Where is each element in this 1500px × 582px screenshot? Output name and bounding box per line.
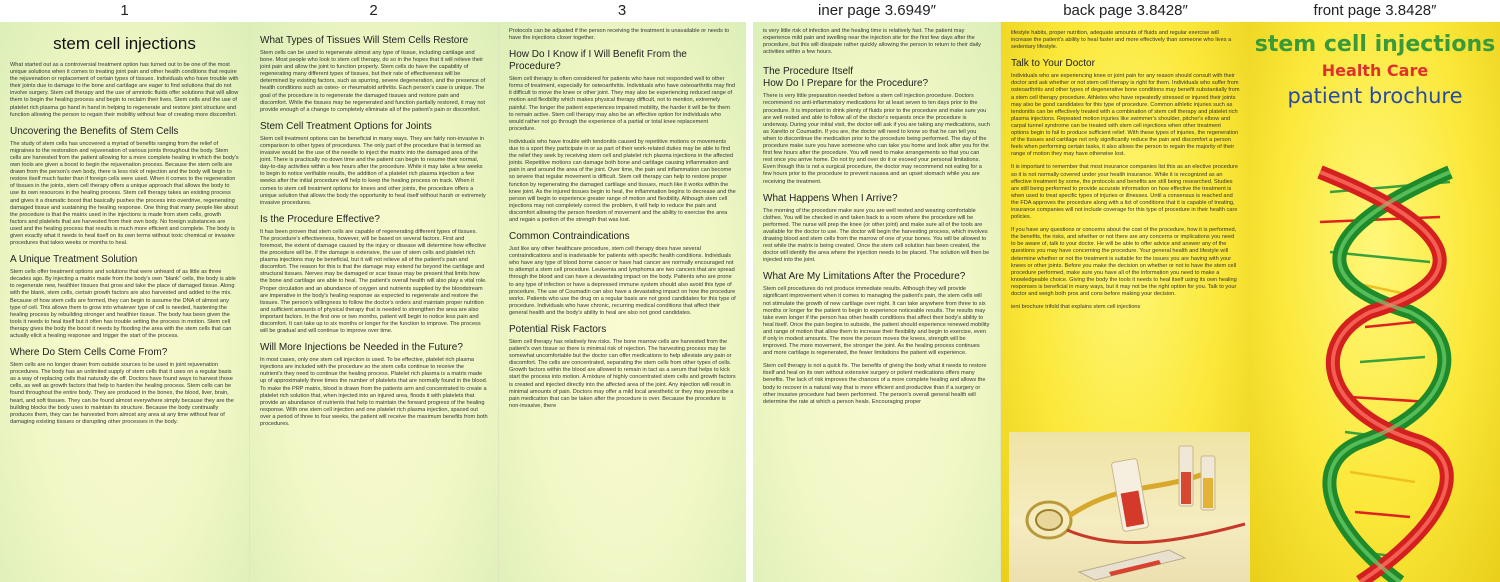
adjust-paragraph: Protocols can be adjusted if the person receiving the treatment is unavailable or needs to have the injections closer together. bbox=[509, 28, 730, 42]
heading-arrive: What Happens When I Arrive? bbox=[763, 192, 898, 204]
panel-front bbox=[1250, 22, 1500, 582]
benefits-paragraph: The study of stem cells has uncovered a myriad of benefits ranging from the relief of migraines to the restoration and rejuvenation of various joints throughout the body. Stem cells are harvested from the patient allowing for a more complete healing in which the body's own tools are given a boost to begin the rejuvenation process. Because the stem cells are drawn from the person's own body, there is less risk of rejection and the body will begin to restore itself much faster than if foreign cells were used. When it comes to the regeneration of tissues in the joints, stem cell therapy offers a unique approach that allows the body to use its own resources in the healing process. Stem cell therapy takes an existing process and gives it a dramatic boost that basically pushes the process into overdrive, regenerating damaged tissue and sustaining the healing response. One thing that many people like about the procedure is that the matrix used in the injections is made from stem cells, growth factors and platelets that are harvested from their own body. No foreign substances are used and the healing process that results is much more efficient and complete. The body is given exactly what it needs to heal itself on its own terms without toxic chemical or invasive procedures that takes weeks or months to heal. bbox=[10, 140, 239, 247]
heading-unique: A Unique Treatment Solution bbox=[10, 254, 138, 266]
prepare-paragraph: There is very little preparation needed before a stem cell injection procedure. Doctors recommend no anti-inflammatory medications for at least seven to ten days prior to the procedure. It is important to drink plenty of fluids prior to the procedure and make sure you are well rested and able to follow all of the doctor's requests once the procedure is underway. During your initial visit, the doctor will ask if you are taking any medications, such as Xarelto or Coumadin. If you are, the doctor will need to know so that he can tell you when to discontinue the medication prior to the procedure being performed. The day of the procedure make sure you have someone who can take you home and look after you for the first few hours after the procedure. You will need to make arrangements so that you can rest once you arrive home. Do not try and over do it or exceed your personal limitations. Even though this is not a surgical procedure, the doctor may recommend not eating for a few hours prior to the procedure to prevent nausea and an upset stomach while you are receiving the treatment. bbox=[763, 93, 990, 185]
heading-more-injections: Will More Injections be Needed in the Future? bbox=[260, 342, 463, 354]
dna-helix-illustration bbox=[1250, 162, 1500, 582]
contraindications-paragraph: Just like any other healthcare procedure, stem cell therapy does have several contraindications and is inadvisable for patients with specific health conditions. Individuals who have any type of blood borne cancer or have had cancer are normally encouraged not to attempt a stem cell procedure. Leukemia and lymphoma are two cancers that are spread through the blood and can have a devastating impact on the body. Patients who are prone to any type of infection or have a depressed immune system should also avoid this type of procedure. The use of Coumadin can also have a devastating impact on how the procedure works. Patients who use the drug on a regular basis are not good candidates for this type of procedure. Individuals who have chronic, recurring medical conditions that affect their general health and the body's ability to heal are also not good candidates. bbox=[509, 246, 736, 316]
panel-3 bbox=[498, 22, 746, 582]
page-label-2: 2 bbox=[249, 0, 498, 22]
panel-back bbox=[1001, 22, 1250, 582]
heading-talk-doctor: Talk to Your Doctor bbox=[1011, 58, 1095, 70]
intro-paragraph: What started out as a controversial treatment option has turned out to be one of the most unique solutions when it comes to treating joint pain and other health conditions that require the rejuvenation or replacement of certain types of tissues. Individuals who have trouble with their joints due to damage to the bone and cartilage are eager to find solutions that do not involve surgery. Stem cell therapy and the use of amniotic fluids offer solutions that will allow them to begin the healing process and begin to reclaim their lives. Stem cells and the use of platelet rich plasma go hand in hand in helping to regenerate and restore joint structure and function allowing the person to regain their mobility without fear of creating more discomfort. bbox=[10, 62, 239, 118]
insurance-paragraph: It is important to remember that most insurance companies list this as an elective procedure so it is not normally covered under your health insurance. While it is recognized as an effective treatment by some, the protocols and benefits are still being researched. Studies are still being performed to provide accurate information on how effective the treatment is when used to treat specific types of injuries or illnesses. Until a consensus is reached and the FDA approves the procedure along with a list of conditions that it is capable of treating, insurance companies will not include coverage for this type of procedure in their health care policies. bbox=[1011, 164, 1238, 221]
medical-equipment-photo bbox=[1009, 432, 1250, 582]
back-cont-paragraph: lifestyle habits, proper nutrition, adequate amounts of fluids and regular exercise will increase the patient's ability to heal faster and more effectively than someone who lives a sedentary lifestyle. bbox=[1011, 30, 1232, 51]
heading-benefits: Uncovering the Benefits of Stem Cells bbox=[10, 125, 179, 137]
page-label-front: front page 3.8428″ bbox=[1250, 0, 1500, 22]
heading-limitations: What Are My Limitations After the Procedure? bbox=[763, 271, 966, 283]
page-label-1: 1 bbox=[0, 0, 249, 22]
page-label-back: back page 3.8428″ bbox=[1001, 0, 1250, 22]
more-injections-paragraph: In most cases, only one stem cell injection is used. To be effective, platelet rich plasma injections are included with the procedure so the stem cells continue to receive the nutrient's they need to continue the healing process. Platelet rich plasma is a matrix made up of approximately three times the number of platelets that are normally found in the blood. To make the PRP matrix, blood is drawn from the patients arm and concentrated to create a platelet rich solution that, when injected into an injured area, floods it with platelets that provide an abundance of nutrients that help to maintain the forward progress of the healing response. With one stem cell injection and one platelet rich plasma injection, spaced out over a period of three to four weeks, the patient will receive the maximum benefits from both procedures. bbox=[260, 357, 488, 428]
limitations-paragraph: Stem cell procedures do not produce immediate results. Although they will provide significant improvement when it comes to managing the patient's pain, the stem cells will not stimulate the growth of new cartilage over night. It can take anywhere from three to six months or longer for the patient to begin to experience noticeable results. The results may take even longer if the person has other health conditions that affect their body's ability to heal itself. Once the pain begins to subside, the patient should experience renewed mobility and range of motion that allow them to increase their flexibility and begin to exercise, even if only in modest amounts. The more the person moves the knees, strength will be improved. The more movement, the stronger the joint. As the healing process continues and more cartilage is regenerated, the fewer limitations the patient will experience. bbox=[763, 286, 990, 357]
unique-paragraph: Stem cells offer treatment options and solutions that were unheard of as little as three decades ago. By injecting a matrix made from the body's own “blank” cells, the body is able to regenerate new, healthier tissues that grow and take the place of damaged tissue. Along with the blank, stem cells, certain growth factors are also harvested and added to the mix. Because of how stem cells are formed, they can begin to assume the DNA of almost any type of cell. This allows them to grow into whatever type of cell is needed, hastening the healing process by rebuilding stronger and healthier tissue. The body has been given the tools it needs to heal itself but it often has trouble setting the process in motion. Stem cell therapy gives the body the boost it needs by flooding the area with the stem cells that can actually elicit a healing response and trigger the start of the process. bbox=[10, 269, 236, 339]
tissues-paragraph: Stem cells can be used to regenerate almost any type of tissue, including cartilage and bone. Most people who look to stem cell therapy, do so in the hopes that it will relieve their joint pain and allow the joint to function properly. Stem cells do have the capability of regenerating many different types of tissues, but their rate of effectiveness will be determined by existing factors, such as spurring, severe degeneration, and the presence of health conditions such as osteo- or rheumatoid arthritis. Each person's case is unique. The goal of the procedure is to regenerate the damaged tissues and restore pain and discomfort. While the tissues may be regenerated and function partially restored, it may not provide enough of a change to completely eliminate all of the patient's pain or discomfort. bbox=[260, 50, 486, 113]
options-paragraph: Stem cell treatment options can be beneficial in many ways. They are fairly non-invasive in comparison to other types of procedures. The only part of the procedure that is termed as invasive would be the use of the needle to inject the matrix into the damaged area of the joint. There is practically no down time and the patient can begin to resume their normal, day-to-day activities within a few hours after the procedure. While it may take a few weeks to begin to notice verifiable results, the addition of a platelet rich plasma injection a few weeks after the initial procedure will help to keep the healing process on track. When it comes to stem cell treatment options for knees and other joints, the procedure offers a unique solution that allows the body the opportunity to heal itself without harsh or extremely invasive procedures. bbox=[260, 135, 486, 206]
front-title-brochure: patient brochure bbox=[1287, 84, 1463, 108]
quick-fix-paragraph: Stem cell therapy is not a quick fix. The benefits of giving the body what it needs to restore itself and heal on its own without extensive surgery or potent medications offers many benefits. The lack of risk improves the chances of a more complete healing and allows the body to recover in a natural way that is more efficient and productive than if a surgery or other invasive procedure had been performed. The person's overall general health will determine the rate at which a person heals. Encouraging proper bbox=[763, 363, 987, 405]
heading-risk: Potential Risk Factors bbox=[509, 324, 607, 335]
heading-where: Where Do Stem Cells Come From? bbox=[10, 347, 168, 359]
heading-effective: Is the Procedure Effective? bbox=[260, 213, 380, 225]
image-caption: ient brochure trifold that explains stem cell injections bbox=[1011, 304, 1141, 311]
heading-prepare: How Do I Prepare for the Procedure? bbox=[763, 78, 929, 90]
heading-options: Stem Cell Treatment Options for Joints bbox=[260, 120, 432, 132]
heading-tissues: What Types of Tissues Will Stem Cells Restore bbox=[260, 35, 469, 46]
arrive-paragraph: The morning of the procedure make sure you are well rested and wearing comfortable clothes. You will be checked in and taken back to a room where the procedure will be performed. The nurse will prep the knee (or other joint) and make sure all of the tools are available for the doctor to use. The doctor will begin the harvesting process, which involves drawing blood and stem cells from the marrow of one of your bones. You will be allowed to rest while the matrix is being created. Once the stem cell solution has been created, the doctor will identify the area where the injection needs to be placed. The solution will then be injected into the joint. bbox=[763, 207, 990, 264]
where-paragraph: Stem cells are no longer drawn from outside sources to be used in joint rejuvenation procedures. The body has an unlimited supply of stem cells that it uses on a regular basis as a way of replacing cells that naturally die off. Doctors have found ways to harvest those cells, as well as growth factors that help to harden the healing process. Stem cells can be found throughout the entire body. They are produced in the bones, the blood, liver, brain, heart, and soft tissues. They can be found almost everywhere simply because they are the building blocks the body uses to maintain its structure. Because the body continually produces them, they can be harvested from almost any area at any time without fear of damaging existing tissues or disrupting other processes in the body. bbox=[10, 362, 234, 425]
inside-sheet bbox=[0, 0, 746, 582]
panel-inner bbox=[753, 22, 1001, 582]
front-title-main: stem cell injections bbox=[1254, 32, 1496, 57]
panel-1-title: stem cell injections bbox=[53, 34, 196, 53]
sports-paragraph: Individuals who have trouble with tendonitis caused by repetitive motions or movements due to a sport they participate in or as part of their work-related duties may be able to find the relief they seek by receiving stem cell and platelet rich plasma injections in the affected joints. Repetitive motions can damage both bone and cartilage causing inflammation and pain in and around the area of the joint. Over time, the pain and inflammation can become so severe that regular movement is difficult. Stem cell therapy can help to restore proper function by regenerating the damaged cartilage and tissues, much like it works within the knee joint. As the injured tissues begin to heal, the inflammation begins to decrease and the person will begin to experience greater range of motion and flexibility. Although stem cell injections may not completely correct the problem, it will help to reduce the pain and discomfort allowing the person freedom of movement and the ability to exercise the area and regain a portion of the strength that was lost. bbox=[509, 138, 736, 223]
heading-know: How Do I Know if I Will Benefit From the Procedure? bbox=[509, 49, 687, 73]
heading-procedure-itself: The Procedure Itself bbox=[763, 66, 854, 78]
effective-paragraph: It has been proven that stem cells are capable of regenerating different types of tissues. The procedure's effectiveness, however, will be based on several factors. First and foremost, the extent of damage caused by the injury or disease will determine how effective the procedure will be. If the damage is extensive, the use of stem cells and platelet rich plasma injections may be beneficial, but it will not relieve all of the patient's pain and discomfort. The reason for this is that the damage may extend far beyond the cartilage and structural tissues. Nerves may be damaged or scar tissue may be present that limits how the bone and cartilage are able to heal. The patient's overall health will also play a vital role. Proper circulation and an abundance of oxygen and nutrients supplied by the bloodstream are imperative in the body's healing response as expected to regenerate and restore the tissues. The person's willingness to follow the doctor's orders and maintain proper nutrition and sufficient amounts of physical therapy that is needed to strengthen the area are also important factors. In the first one or two months, patient will begin to notice less pain and discomfort. It can take up to six months or longer for the function to improve. The process will be gradual and will continue to improve over time. bbox=[260, 228, 487, 335]
panel-2 bbox=[249, 22, 498, 582]
front-title-health-care: Health Care bbox=[1321, 61, 1429, 80]
page-label-inner: iner page 3.6949″ bbox=[753, 0, 1001, 22]
heading-contraindications: Common Contraindications bbox=[509, 231, 630, 243]
page-label-3: 3 bbox=[498, 0, 746, 22]
outside-sheet bbox=[753, 0, 1500, 582]
stethoscope-syringe-illustration bbox=[1009, 432, 1250, 582]
doctor-paragraph: Individuals who are experiencing knee or joint pain for any reason should consult with their doctor and ask whether or not stem cell therapy is right for them. Individuals who suffer from osteoarthritis and other types of degenerative bone conditions may benefit substantially from a stem cell therapy procedure. Athletes who have repeatedly stressed or injured their joints may also be good candidates for this type of procedure. Common athletic injuries such as tendonitis can be effectively treated with a combination of stem cell therapy and platelet rich plasma injections. Repeated motion injuries like swimmer's shoulder, pitcher's elbow and carpal tunnel syndrome can be treated with stem cell injections when other treatment options begin to fail to produce sufficient relief. With these types of injuries, the regeneration of the tissues and cartilage not only significantly reduce the pain and discomfort a person feels when performing certain tasks, it also allows the person to regain the majority of their range of motion they may have otherwise lost. bbox=[1011, 73, 1240, 158]
risk-paragraph: Stem cell therapy has relatively few risks. The bone marrow cells are harvested from the patient's own tissue so there is minimal risk of rejection. The harvesting process may be somewhat uncomfortable but the doctor can offer medications to help alleviate any pain or discomfort. The cells are concentrated, separating the stem cells from other types of cells. Growth factors within the blood are allowed to remain in tact as a serum that helps to kick start the process into motion. A mixture of highly concentrated stem cells and growth factors is created and injected directly into the affected area of the joint. Any injection will result in minimal amounts of pain. Doctors may offer a mild local anesthetic or they may prescribe a pain medication that can be taken after the procedure is over. Because the procedure is non-invasive, there bbox=[509, 339, 736, 409]
panel-1 bbox=[0, 22, 249, 582]
questions-paragraph: If you have any questions or concerns about the cost of the procedure, how it is performed, the benefits, the risks, and whether or not there are any concerns or implications you need to be aware of, talk to your doctor. He will be able to offer advice and answer any of the questions you may have concerning the procedure. Your general health and lifestyle will determine whether or not the treatment is suitable for the issues you are having with your knees or other joints. Before you make the decision on whether or not to have the stem cell procedure performed, make sure you have all of the information you need to make a knowledgeable choice. Giving the body the tools it needs to heal itself using its own healing responses is beneficial in many ways, but it may not be the right option for you. Talk to your doctor and weigh both pros and cons before making your decision. bbox=[1011, 227, 1237, 297]
inner-cont-paragraph: is very little risk of infection and the healing time is relatively fast. The patient may experience mild pain and swelling near the injection site for the first few days after the procedure, but this will dissipate rather quickly allowing the person to return to their daily activities within a few hours. bbox=[763, 28, 981, 56]
know-paragraph: Stem cell therapy is often considered for patients who have not responded well to other forms of treatment, especially for osteoarthritis. Individuals who have osteoarthritis may find it difficult to move the knee or other joint. They may also be experiencing reduced range of motion and flexibility which makes physical therapy difficult, not to mention, extremely painful. The longer the patient experiences impaired mobility, the harder it will be for them to remain active. Stem cell therapy may also be an effective option for individuals who would rather not go through the experience of a partial or total knee replacement procedure. bbox=[509, 76, 736, 132]
